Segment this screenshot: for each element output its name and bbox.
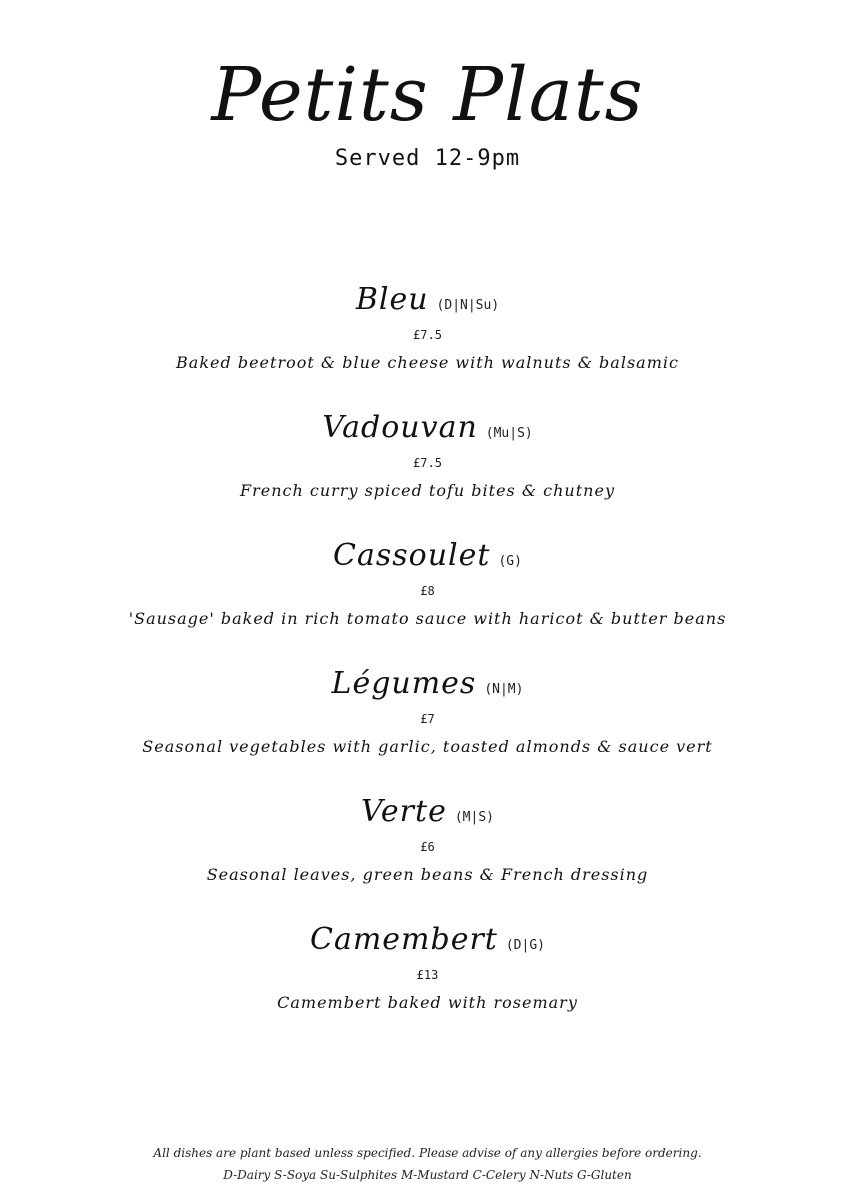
item-name: Bleu — [355, 282, 429, 317]
allergen-footer — [0, 1142, 855, 1186]
menu-title: Petits Plats — [211, 52, 644, 138]
item-allergens: (M|S) — [454, 810, 494, 825]
item-name: Vadouvan — [322, 410, 478, 445]
menu-item-cassoulet — [0, 534, 855, 662]
item-description: Seasonal vegetables with garlic, toasted almonds & sauce vert — [142, 737, 713, 756]
menu-item-vadouvan — [0, 406, 855, 534]
menu-item-camembert — [0, 918, 855, 1046]
menu-items-list — [0, 278, 855, 1046]
item-price: £7.5 — [413, 328, 442, 342]
item-allergens: (N|M) — [484, 682, 524, 697]
item-name: Cassoulet — [333, 538, 491, 573]
item-price: £13 — [416, 968, 439, 982]
item-price: £7 — [420, 712, 435, 726]
item-description: Seasonal leaves, green beans & French dressing — [206, 865, 649, 884]
item-price: £7.5 — [413, 456, 442, 470]
item-price: £6 — [420, 840, 435, 854]
menu-item-bleu — [0, 278, 855, 406]
item-allergens: (D|N|Su) — [436, 298, 500, 313]
item-price: £8 — [420, 584, 435, 598]
item-name: Verte — [361, 794, 447, 829]
serving-hours: Served 12-9pm — [334, 146, 521, 171]
item-allergens: (Mu|S) — [485, 426, 533, 441]
item-description: Camembert baked with rosemary — [277, 993, 578, 1012]
item-name: Camembert — [310, 922, 498, 957]
menu-item-legumes — [0, 662, 855, 790]
item-description: 'Sausage' baked in rich tomato sauce with haricot & butter beans — [128, 609, 727, 628]
item-name: Légumes — [331, 666, 477, 701]
item-allergens: (D|G) — [505, 938, 545, 953]
item-allergens: (G) — [498, 554, 522, 569]
menu-item-verte — [0, 790, 855, 918]
allergen-key: D-Dairy S-Soya Su-Sulphites M-Mustard C-Celery N-Nuts G-Gluten — [223, 1168, 632, 1182]
item-description: French curry spiced tofu bites & chutney — [240, 481, 615, 500]
item-description: Baked beetroot & blue cheese with walnuts & balsamic — [176, 353, 679, 372]
plant-based-notice: All dishes are plant based unless specified. Please advise of any allergies before ordering. — [153, 1146, 702, 1160]
